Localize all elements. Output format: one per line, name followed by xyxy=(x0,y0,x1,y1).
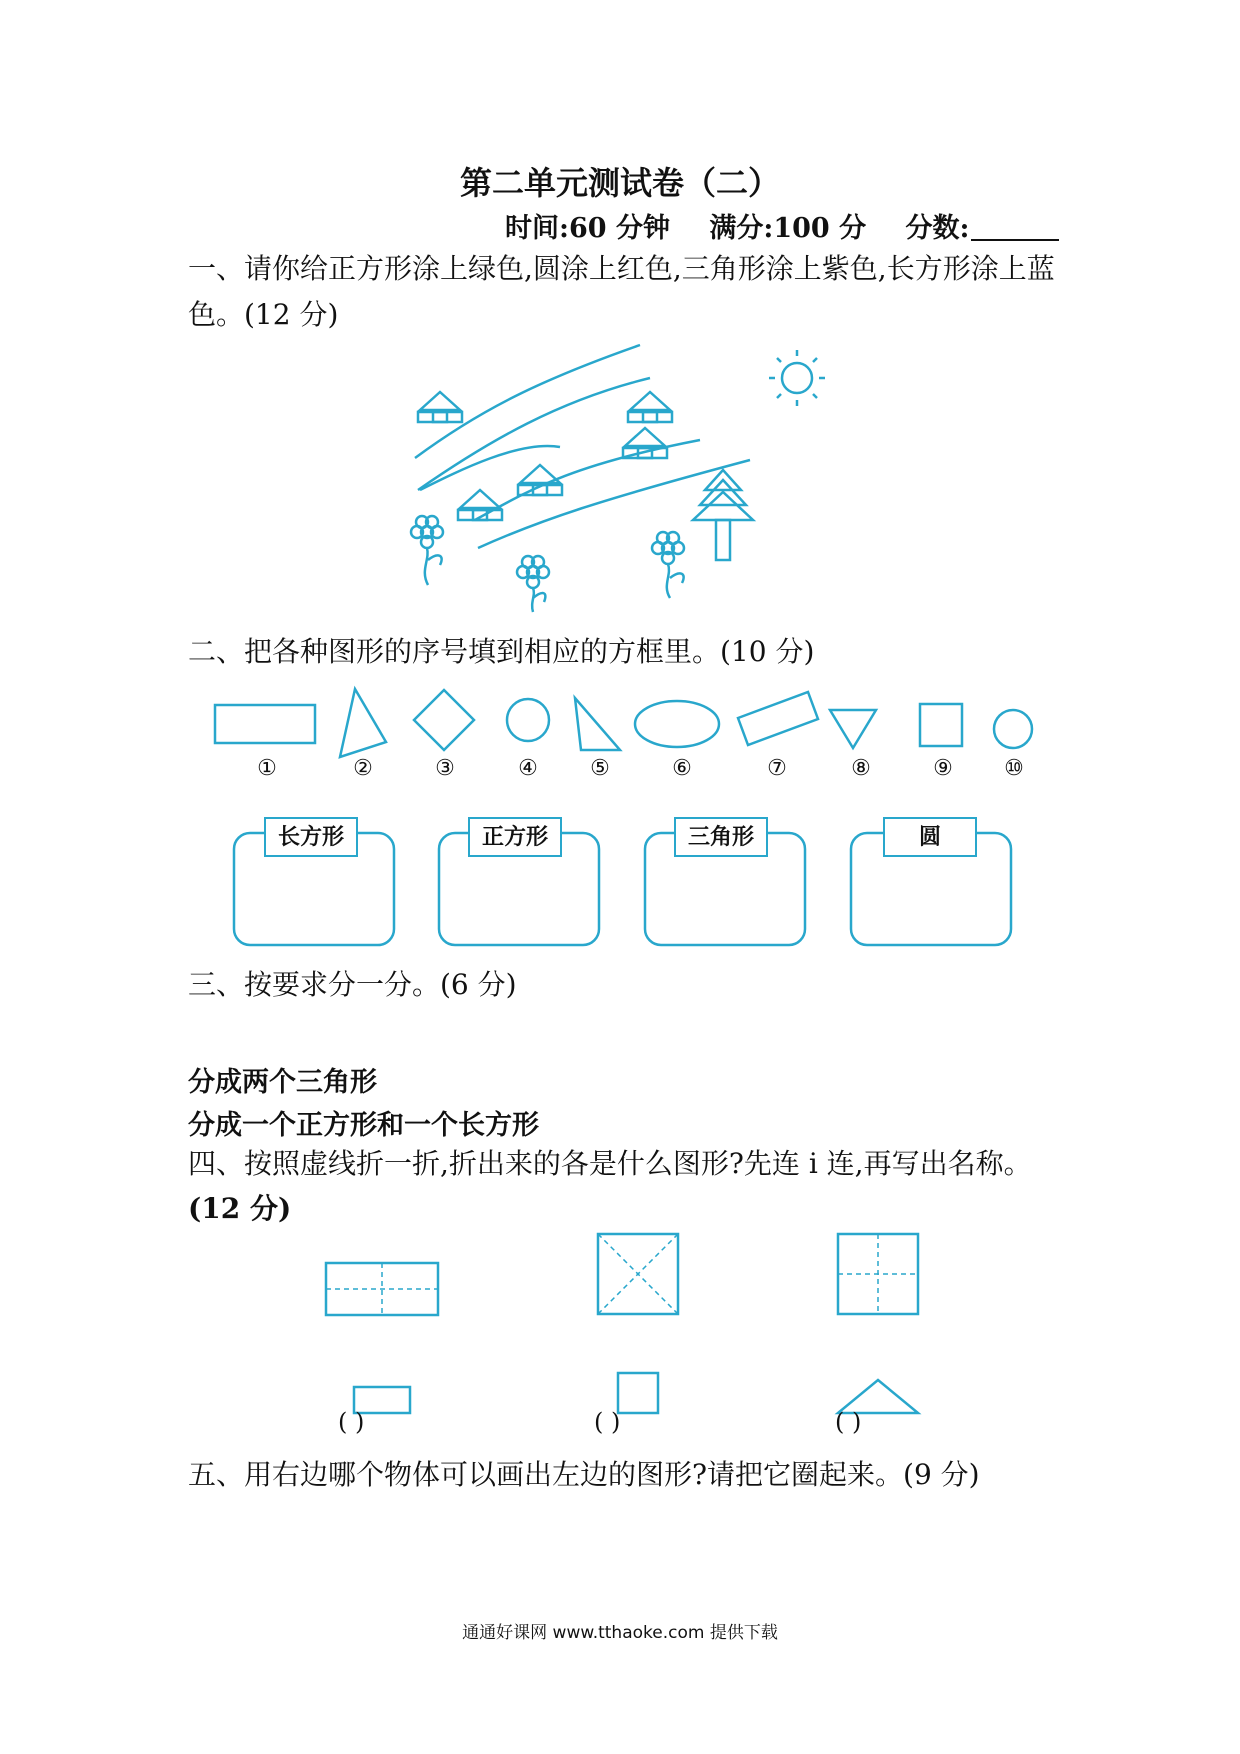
shape-number-10: ⑩ xyxy=(1004,756,1024,781)
tree-icon xyxy=(693,470,753,560)
shape-1-rectangle xyxy=(215,705,315,743)
q3-sub-1: 分成两个三角形 xyxy=(188,1067,377,1098)
shape-6-ellipse xyxy=(635,701,719,747)
q4-fold-shapes xyxy=(326,1234,918,1315)
shape-number-4: ④ xyxy=(518,756,538,781)
shape-number-9: ⑨ xyxy=(933,756,953,781)
question-2: 二、把各种图形的序号填到相应的方框里。(10 分) xyxy=(188,635,815,668)
shape-10-circle xyxy=(994,710,1032,748)
question-3: 三、按要求分一分。(6 分) xyxy=(188,968,517,1001)
houses xyxy=(418,392,672,520)
time-limit: 时间:60 分钟 xyxy=(505,213,670,244)
question-1: 一、请你给正方形涂上绿色,圆涂上红色,三角形涂上紫色,长方形涂上蓝色。(12 分) xyxy=(188,252,1055,331)
answer-paren-1[interactable]: ( ) xyxy=(338,1408,365,1436)
question-4: 四、按照虚线折一折,折出来的各是什么图形?先连 i 连,再写出名称。 xyxy=(188,1147,1032,1180)
shape-number-8: ⑧ xyxy=(851,756,871,781)
shape-2-triangle xyxy=(340,689,386,757)
shape-5-triangle xyxy=(575,698,620,750)
box-label-square: 正方形 xyxy=(468,817,562,857)
shape-7-rectangle xyxy=(738,692,818,745)
page-title: 第二单元测试卷（二） xyxy=(459,164,780,202)
shape-number-6: ⑥ xyxy=(672,756,692,781)
sun-icon xyxy=(769,350,825,406)
box-label-circle: 圆 xyxy=(883,817,977,857)
score-label: 分数: xyxy=(905,213,970,244)
full-score: 满分:100 分 xyxy=(709,213,867,244)
shape-number-3: ③ xyxy=(435,756,455,781)
shape-number-1: ① xyxy=(257,756,277,781)
q2-shapes xyxy=(215,689,1032,757)
footer-credit: 通通好课网 www.tthaoke.com 提供下载 xyxy=(462,1623,778,1643)
shape-number-5: ⑤ xyxy=(590,756,610,781)
answer-paren-2[interactable]: ( ) xyxy=(594,1408,621,1436)
flower-icons xyxy=(411,516,684,612)
shape-4-circle xyxy=(507,699,549,741)
question-5: 五、用右边哪个物体可以画出左边的图形?请把它圈起来。(9 分) xyxy=(188,1458,980,1491)
shape-3-diamond xyxy=(414,690,474,750)
q4-result-shapes xyxy=(354,1373,918,1413)
answer-paren-3[interactable]: ( ) xyxy=(835,1408,862,1436)
q3-sub-2: 分成一个正方形和一个长方形 xyxy=(188,1110,539,1141)
box-label-triangle: 三角形 xyxy=(674,817,768,857)
shape-number-2: ② xyxy=(353,756,373,781)
shape-9-square xyxy=(920,704,962,746)
question-4-score: (12 分) xyxy=(188,1192,292,1225)
river-lines xyxy=(415,345,750,548)
shape-number-7: ⑦ xyxy=(767,756,787,781)
shape-8-triangle xyxy=(830,710,876,748)
box-label-rectangle: 长方形 xyxy=(264,817,358,857)
